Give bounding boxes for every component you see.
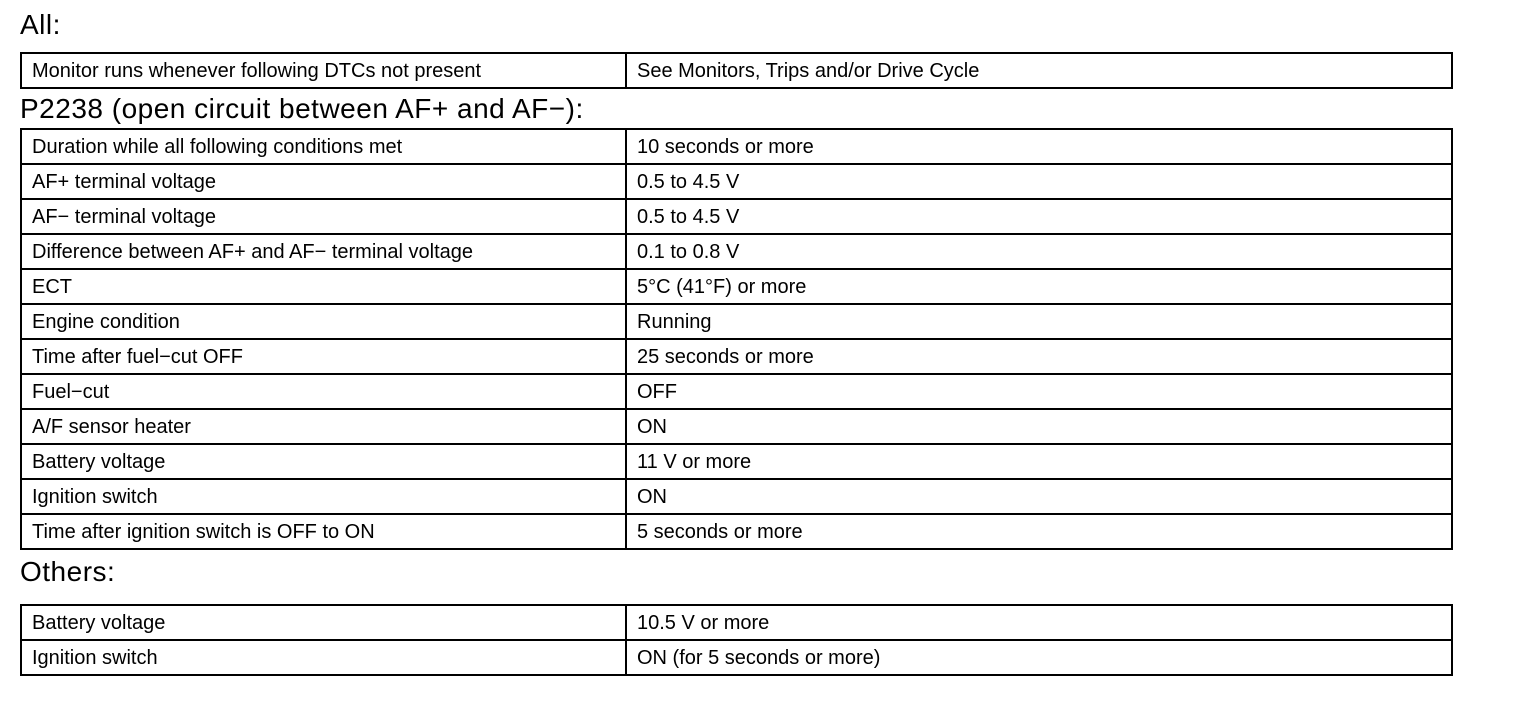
condition-cell: Engine condition xyxy=(21,304,626,339)
value-cell: 11 V or more xyxy=(626,444,1452,479)
table-row xyxy=(21,640,1452,675)
condition-cell: ECT xyxy=(21,269,626,304)
condition-cell: Battery voltage xyxy=(21,605,626,640)
value-cell: 10.5 V or more xyxy=(626,605,1452,640)
value-cell: OFF xyxy=(626,374,1452,409)
condition-cell: AF+ terminal voltage xyxy=(21,164,626,199)
section-title-p2238: P2238 (open circuit between AF+ and AF−): xyxy=(20,93,584,124)
value-cell: 5 seconds or more xyxy=(626,514,1452,549)
section-title-all: All: xyxy=(20,9,61,40)
table-row xyxy=(21,234,1452,269)
condition-cell: Difference between AF+ and AF− terminal voltage xyxy=(21,234,626,269)
value-cell: See Monitors, Trips and/or Drive Cycle xyxy=(626,53,1452,88)
section-title-others: Others: xyxy=(20,556,116,587)
spacer xyxy=(20,590,1452,604)
table-others xyxy=(20,604,1453,676)
value-cell: ON (for 5 seconds or more) xyxy=(626,640,1452,675)
value-cell: ON xyxy=(626,479,1452,514)
condition-cell: Battery voltage xyxy=(21,444,626,479)
table-row xyxy=(21,304,1452,339)
document xyxy=(20,6,1452,676)
value-cell: 0.1 to 0.8 V xyxy=(626,234,1452,269)
table-row xyxy=(21,479,1452,514)
table-row xyxy=(21,129,1452,164)
condition-cell: Duration while all following conditions met xyxy=(21,129,626,164)
spacer xyxy=(20,44,1452,52)
table-row xyxy=(21,199,1452,234)
value-cell: Running xyxy=(626,304,1452,339)
table-row xyxy=(21,53,1452,88)
table-row xyxy=(21,339,1452,374)
table-row xyxy=(21,605,1452,640)
table-p2238 xyxy=(20,128,1453,550)
condition-cell: Ignition switch xyxy=(21,479,626,514)
condition-cell: Monitor runs whenever following DTCs not present xyxy=(21,53,626,88)
table-row xyxy=(21,444,1452,479)
value-cell: ON xyxy=(626,409,1452,444)
value-cell: 10 seconds or more xyxy=(626,129,1452,164)
table-row xyxy=(21,374,1452,409)
value-cell: 0.5 to 4.5 V xyxy=(626,199,1452,234)
condition-cell: Time after ignition switch is OFF to ON xyxy=(21,514,626,549)
value-cell: 5°C (41°F) or more xyxy=(626,269,1452,304)
table-row xyxy=(21,269,1452,304)
condition-cell: Ignition switch xyxy=(21,640,626,675)
condition-cell: A/F sensor heater xyxy=(21,409,626,444)
value-cell: 25 seconds or more xyxy=(626,339,1452,374)
condition-cell: Time after fuel−cut OFF xyxy=(21,339,626,374)
value-cell: 0.5 to 4.5 V xyxy=(626,164,1452,199)
table-row xyxy=(21,514,1452,549)
table-all xyxy=(20,52,1453,89)
table-row xyxy=(21,164,1452,199)
table-row xyxy=(21,409,1452,444)
condition-cell: Fuel−cut xyxy=(21,374,626,409)
condition-cell: AF− terminal voltage xyxy=(21,199,626,234)
